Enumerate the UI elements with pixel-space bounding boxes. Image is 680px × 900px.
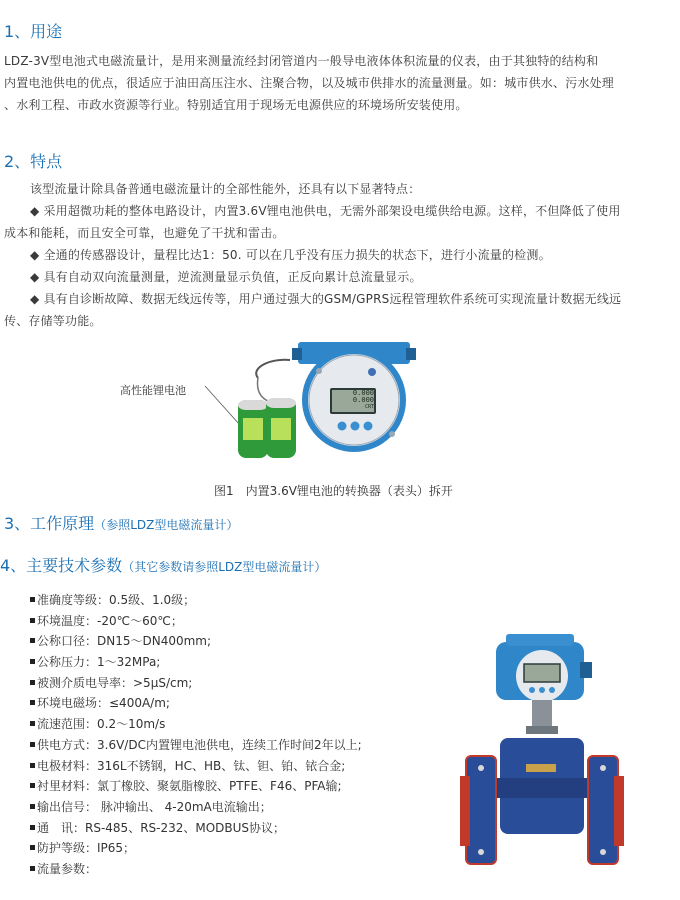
spec-item: 环境电磁场：≤400A/m; bbox=[30, 693, 362, 714]
lcd-line-2: 0.000 bbox=[352, 396, 374, 404]
spec-item: 准确度等级：0.5级、1.0级； bbox=[30, 590, 362, 611]
section-4-note: （其它参数请参照LDZ型电磁流量计） bbox=[122, 560, 327, 574]
section-2-body bbox=[4, 178, 680, 332]
feature-item: ◆ 具有自诊断故障、数据无线远传等，用户通过强大的GSM/GPRS远程管理软件系统可实现流量计数据无线远 bbox=[30, 292, 622, 306]
spec-list bbox=[30, 590, 362, 880]
spec-item: 供电方式：3.6V/DC内置锂电池供电，连续工作时间2年以上; bbox=[30, 735, 362, 756]
spec-item: 被测介质电导率：>5μS/cm; bbox=[30, 673, 362, 694]
section-4-title-text: 4、主要技术参数 bbox=[0, 556, 123, 575]
section-3-note: （参照LDZ型电磁流量计） bbox=[94, 518, 239, 532]
spec-item: 流量参数： bbox=[30, 859, 362, 880]
section-2-line: 该型流量计除具备普通电磁流量计的全部性能外，还具有以下显著特点： bbox=[30, 182, 421, 196]
feature-item: ◆ 全通的传感器设计，量程比达1：50. 可以在几乎没有压力损失的状态下，进行小流量的检测。 bbox=[30, 248, 551, 262]
section-4-title bbox=[0, 556, 326, 577]
spec-item: 防护等级：IP65； bbox=[30, 838, 362, 859]
lcd-display bbox=[332, 390, 374, 412]
section-3-title bbox=[4, 514, 238, 535]
section-1-title: 1、用途 bbox=[4, 22, 63, 41]
section-2-title: 2、特点 bbox=[4, 152, 63, 171]
flowmeter-product-image bbox=[460, 626, 640, 886]
spec-item: 衬里材料：氯丁橡胶、聚氨脂橡胶、PTFE、F46、PFA输; bbox=[30, 776, 362, 797]
spec-item: 输出信号： 脉冲输出、 4-20mA电流输出； bbox=[30, 797, 362, 818]
figure-1-caption: 图1 内置3.6V锂电池的转换器（表头）拆开 bbox=[214, 484, 453, 498]
spec-item: 环境温度：-20℃～60℃； bbox=[30, 611, 362, 632]
spec-item: 通 讯：RS-485、RS-232、MODBUS协议； bbox=[30, 818, 362, 839]
feature-item: ◆ 具有自动双向流量测量，逆流测量显示负值，正反向累计总流量显示。 bbox=[30, 270, 422, 284]
section-3-title-text: 3、工作原理 bbox=[4, 514, 95, 533]
spec-item: 流速范围：0.2～10m/s bbox=[30, 714, 362, 735]
section-1-line: 内置电池供电的优点，很适应于油田高压注水、注聚合物，以及城市供排水的流量测量。如：城市供水、污水处理 bbox=[4, 76, 615, 90]
lcd-line-1: 0.000 bbox=[352, 389, 374, 397]
section-1-line: 、水利工程、市政水资源等行业。特别适宜用于现场无电源供应的环境场所安装使用。 bbox=[4, 98, 468, 112]
section-1-body bbox=[4, 50, 680, 116]
spec-item: 公称压力：1～32MPa; bbox=[30, 652, 362, 673]
converter-battery-illustration bbox=[120, 338, 440, 468]
section-1-line: LDZ-3V型电池式电磁流量计，是用来测量流经封闭管道内一般导电液体体积流量的仪表，由于其独特的结构和 bbox=[4, 54, 599, 68]
section-2-line: 传、存储等功能。 bbox=[4, 314, 102, 328]
lcd-line-3: CRT bbox=[364, 404, 374, 410]
spec-item: 电极材料：316L不锈钢，HC、HB、钛、钽、铂、铱合金; bbox=[30, 756, 362, 777]
feature-item: ◆ 采用超微功耗的整体电路设计，内置3.6V锂电池供电，无需外部架设电缆供给电源。这样，不但降低了使用 bbox=[30, 204, 621, 218]
figure-1 bbox=[120, 338, 440, 468]
battery-label: 高性能锂电池 bbox=[120, 384, 186, 397]
flowmeter-illustration bbox=[460, 626, 640, 886]
section-2-line: 成本和能耗，而且安全可靠，也避免了干扰和雷击。 bbox=[4, 226, 285, 240]
spec-item: 公称口径：DN15～DN400mm; bbox=[30, 631, 362, 652]
